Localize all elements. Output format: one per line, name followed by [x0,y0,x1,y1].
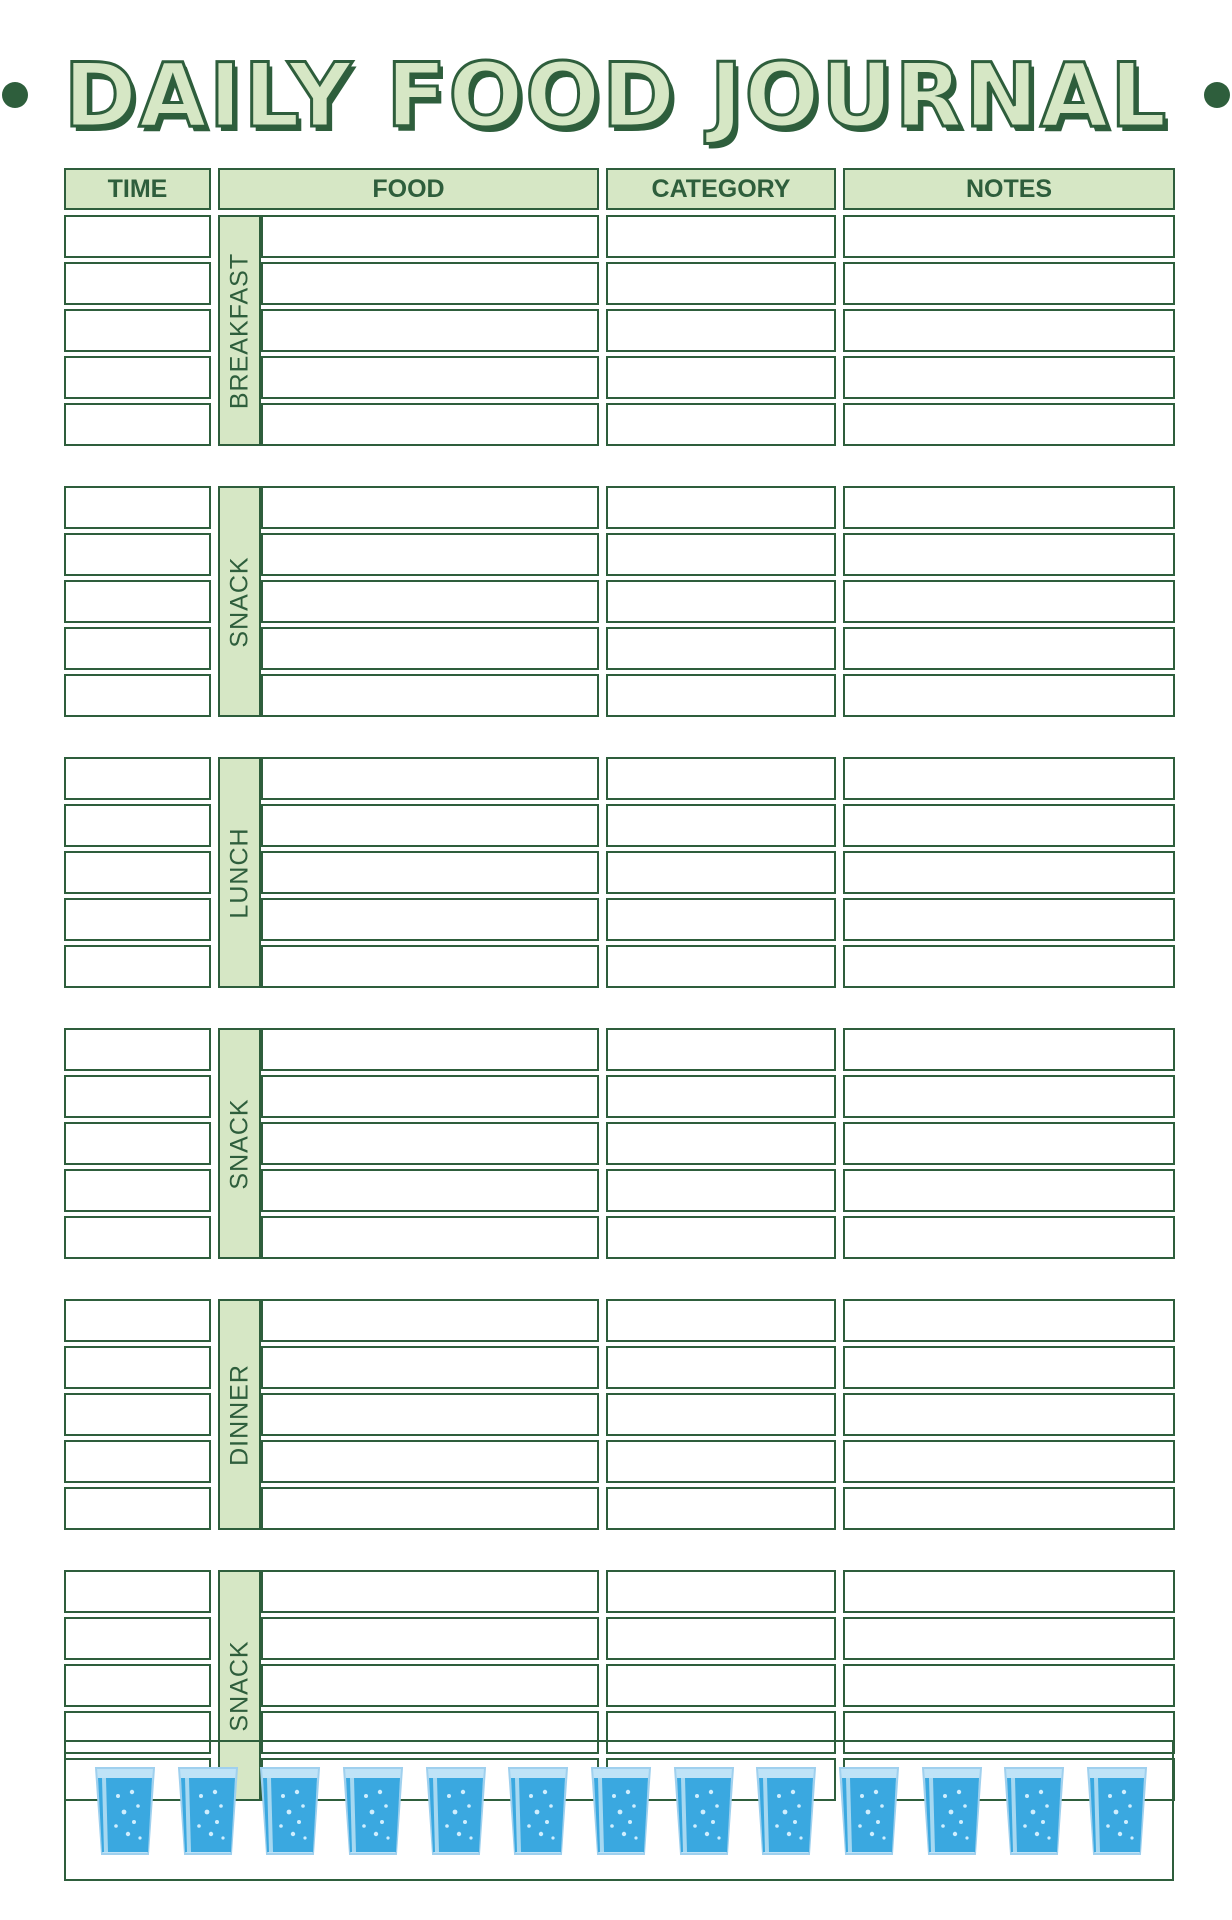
time-cell[interactable] [64,945,211,988]
water-glass-icon[interactable] [673,1766,735,1856]
meal-label-text: LUNCH [225,826,253,919]
time-cell[interactable] [64,627,211,670]
water-glass-icon[interactable] [94,1766,156,1856]
notes-cell[interactable] [843,1169,1175,1212]
right-dots [1204,82,1232,108]
notes-column-header: NOTES [843,168,1175,210]
notes-cell[interactable] [843,1570,1175,1613]
food-cell[interactable] [261,757,599,800]
time-cell[interactable] [64,1299,211,1342]
meal-label-text: DINNER [225,1363,253,1466]
category-cell[interactable] [606,1299,836,1342]
category-cell[interactable] [606,580,836,623]
notes-cell[interactable] [843,215,1175,258]
meal-label [218,486,261,717]
notes-cell[interactable] [843,262,1175,305]
meal-label-text: SNACK [225,555,253,648]
food-cell[interactable] [261,1346,599,1389]
food-column-header: FOOD [218,168,599,210]
category-cell[interactable] [606,356,836,399]
time-cell[interactable] [64,262,211,305]
category-cell[interactable] [606,804,836,847]
time-cell[interactable] [64,1122,211,1165]
meal-label-text: SNACK [225,1639,253,1732]
food-cell[interactable] [261,486,599,529]
time-cell[interactable] [64,356,211,399]
food-cell[interactable] [261,898,599,941]
time-column-header: TIME [64,168,211,210]
notes-cell[interactable] [843,627,1175,670]
food-cell[interactable] [261,1617,599,1660]
time-cell[interactable] [64,1487,211,1530]
category-cell[interactable] [606,486,836,529]
food-cell[interactable] [261,1487,599,1530]
category-cell[interactable] [606,1440,836,1483]
notes-cell[interactable] [843,1487,1175,1530]
category-cell[interactable] [606,674,836,717]
water-glass-icon[interactable] [590,1766,652,1856]
food-cell[interactable] [261,1393,599,1436]
notes-cell[interactable] [843,1617,1175,1660]
category-cell[interactable] [606,627,836,670]
food-cell[interactable] [261,533,599,576]
category-cell[interactable] [606,403,836,446]
food-cell[interactable] [261,1440,599,1483]
food-cell[interactable] [261,580,599,623]
water-glass-icon[interactable] [177,1766,239,1856]
notes-cell[interactable] [843,898,1175,941]
left-dots [0,82,28,108]
food-cell[interactable] [261,851,599,894]
meal-label [218,1028,261,1259]
food-cell[interactable] [261,403,599,446]
dot-icon [2,82,28,108]
water-tracker [64,1740,1174,1881]
category-cell[interactable] [606,851,836,894]
category-cell[interactable] [606,1028,836,1071]
time-cell[interactable] [64,1664,211,1707]
notes-cell[interactable] [843,580,1175,623]
time-cell[interactable] [64,1075,211,1118]
food-cell[interactable] [261,804,599,847]
time-cell[interactable] [64,1617,211,1660]
time-cell[interactable] [64,309,211,352]
category-cell[interactable] [606,1487,836,1530]
time-cell[interactable] [64,1346,211,1389]
food-cell[interactable] [261,674,599,717]
time-cell[interactable] [64,1028,211,1071]
food-cell[interactable] [261,215,599,258]
category-cell[interactable] [606,215,836,258]
time-cell[interactable] [64,533,211,576]
category-cell[interactable] [606,262,836,305]
meal-label [218,1299,261,1530]
water-glass-icon[interactable] [838,1766,900,1856]
category-cell[interactable] [606,533,836,576]
time-cell[interactable] [64,804,211,847]
meal-label-text: BREAKFAST [225,252,253,409]
category-column-header: CATEGORY [606,168,836,210]
category-cell[interactable] [606,1075,836,1118]
category-cell[interactable] [606,898,836,941]
food-cell[interactable] [261,1028,599,1071]
time-cell[interactable] [64,1216,211,1259]
water-glass-icon[interactable] [755,1766,817,1856]
water-glass-icon[interactable] [259,1766,321,1856]
category-cell[interactable] [606,1216,836,1259]
time-cell[interactable] [64,674,211,717]
category-cell[interactable] [606,309,836,352]
notes-cell[interactable] [843,804,1175,847]
category-cell[interactable] [606,1122,836,1165]
time-cell[interactable] [64,215,211,258]
food-cell[interactable] [261,309,599,352]
water-glass-icon[interactable] [1086,1766,1148,1856]
time-cell[interactable] [64,1440,211,1483]
time-cell[interactable] [64,851,211,894]
meal-label [218,215,261,446]
food-cell[interactable] [261,1299,599,1342]
water-glass-icon[interactable] [1003,1766,1065,1856]
notes-cell[interactable] [843,674,1175,717]
food-cell[interactable] [261,1570,599,1613]
page-title: DAILY FOOD JOURNAL [63,43,1169,147]
notes-cell[interactable] [843,533,1175,576]
notes-cell[interactable] [843,1299,1175,1342]
notes-cell[interactable] [843,1440,1175,1483]
notes-cell[interactable] [843,1075,1175,1118]
category-cell[interactable] [606,1570,836,1613]
food-cell[interactable] [261,1122,599,1165]
meal-label-text: SNACK [225,1097,253,1190]
category-cell[interactable] [606,1664,836,1707]
water-glass-icon[interactable] [507,1766,569,1856]
notes-cell[interactable] [843,1216,1175,1259]
category-cell[interactable] [606,757,836,800]
food-cell[interactable] [261,1169,599,1212]
time-cell[interactable] [64,1570,211,1613]
food-cell[interactable] [261,1664,599,1707]
water-glass-icon[interactable] [425,1766,487,1856]
category-cell[interactable] [606,1393,836,1436]
notes-cell[interactable] [843,403,1175,446]
notes-cell[interactable] [843,486,1175,529]
notes-cell[interactable] [843,851,1175,894]
notes-cell[interactable] [843,1393,1175,1436]
notes-cell[interactable] [843,1664,1175,1707]
dot-icon [1204,82,1230,108]
category-cell[interactable] [606,1346,836,1389]
notes-cell[interactable] [843,1346,1175,1389]
food-cell[interactable] [261,627,599,670]
category-cell[interactable] [606,1169,836,1212]
time-cell[interactable] [64,1169,211,1212]
notes-cell[interactable] [843,356,1175,399]
water-glass-icon[interactable] [921,1766,983,1856]
time-cell[interactable] [64,486,211,529]
food-cell[interactable] [261,945,599,988]
notes-cell[interactable] [843,757,1175,800]
time-cell[interactable] [64,403,211,446]
notes-cell[interactable] [843,309,1175,352]
food-cell[interactable] [261,1075,599,1118]
time-cell[interactable] [64,1393,211,1436]
meal-label [218,757,261,988]
time-cell[interactable] [64,898,211,941]
title-row [0,40,1232,150]
time-cell[interactable] [64,757,211,800]
notes-cell[interactable] [843,1028,1175,1071]
notes-cell[interactable] [843,945,1175,988]
category-cell[interactable] [606,1617,836,1660]
water-glass-icon[interactable] [342,1766,404,1856]
food-cell[interactable] [261,1216,599,1259]
food-cell[interactable] [261,356,599,399]
time-cell[interactable] [64,580,211,623]
food-cell[interactable] [261,262,599,305]
notes-cell[interactable] [843,1122,1175,1165]
category-cell[interactable] [606,945,836,988]
